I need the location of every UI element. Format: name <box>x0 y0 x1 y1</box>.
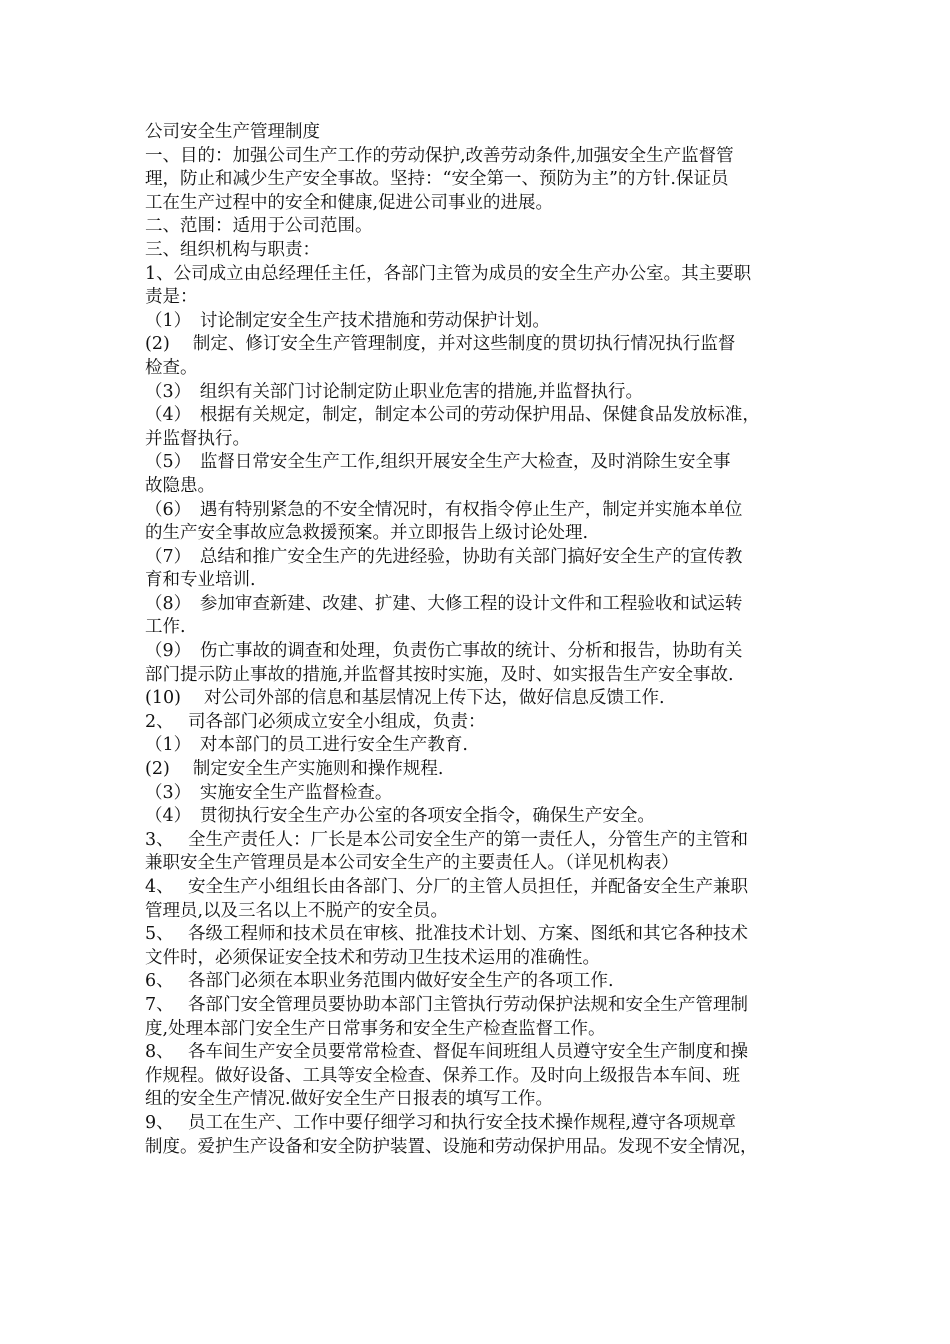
text-line: 6、 各部门必须在本职业务范围内做好安全生产的各项工作. <box>145 971 614 992</box>
text-line: （8） 参加审查新建、改建、扩建、大修工程的设计文件和工程验收和试运转 <box>145 593 743 614</box>
text-line: (2) 制定安全生产实施则和操作规程. <box>145 759 444 780</box>
text-line: (2) 制定、修订安全生产管理制度，并对这些制度的贯切执行情况执行监督 <box>145 334 736 355</box>
document-page <box>145 121 815 1159</box>
text-line: 5、 各级工程师和技术员在审核、批准技术计划、方案、图纸和其它各种技术 <box>145 924 748 945</box>
text-line: 育和专业培训. <box>145 570 256 591</box>
text-line: （9） 伤亡事故的调查和处理，负责伤亡事故的统计、分析和报告，协助有关 <box>145 641 743 662</box>
text-line: 二、范围：适用于公司范围。 <box>145 216 373 237</box>
text-line: （1） 对本部门的员工进行安全生产教育. <box>145 735 468 756</box>
text-line: 工作. <box>145 617 186 638</box>
text-line: (10) 对公司外部的信息和基层情况上传下达，做好信息反馈工作. <box>145 688 665 709</box>
text-line: 并监督执行。 <box>145 428 250 449</box>
text-line: 三、组织机构与职责： <box>145 239 320 260</box>
text-line: 组的安全生产情况.做好安全生产日报表的填写工作。 <box>145 1089 554 1110</box>
text-line: 一、目的：加强公司生产工作的劳动保护,改善劳动条件,加强安全生产监督管 <box>145 145 734 166</box>
text-line: 责是： <box>145 287 198 308</box>
text-line: 部门提示防止事故的措施,并监督其按时实施，及时、如实报告生产安全事故. <box>145 664 734 685</box>
text-line: （5） 监督日常安全生产工作,组织开展安全生产大检查，及时消除生安全事 <box>145 452 731 473</box>
text-line: （6） 遇有特别紧急的不安全情况时，有权指令停止生产，制定并实施本单位 <box>145 499 743 520</box>
text-line: 工在生产过程中的安全和健康,促进公司事业的进展。 <box>145 192 554 213</box>
text-line: 故隐患。 <box>145 475 215 496</box>
text-line: 文件时，必须保证安全技术和劳动卫生技术运用的准确性。 <box>145 947 600 968</box>
text-line: 兼职安全生产管理员是本公司安全生产的主要责任人。（详见机构表） <box>145 853 679 874</box>
text-line: 1、公司成立由总经理任主任，各部门主管为成员的安全生产办公室。其主要职 <box>145 263 752 284</box>
document-title: 公司安全生产管理制度 <box>145 122 320 142</box>
text-line: 3、 全生产责任人：厂长是本公司安全生产的第一责任人，分管生产的主管和 <box>145 829 748 850</box>
text-line: （3） 组织有关部门讨论制定防止职业危害的措施,并监督执行。 <box>145 381 643 402</box>
text-line: 7、 各部门安全管理员要协助本部门主管执行劳动保护法规和安全生产管理制 <box>145 994 748 1015</box>
text-line: 检查。 <box>145 357 198 378</box>
text-line: 度,处理本部门安全生产日常事务和安全生产检查监督工作。 <box>145 1018 606 1039</box>
text-line: 理，防止和减少生产安全事故。坚持：“安全第一、预防为主”的方针.保证员 <box>145 169 729 190</box>
text-line: （3） 实施安全生产监督检查。 <box>145 782 393 803</box>
text-line: 管理员,以及三名以上不脱产的安全员。 <box>145 900 449 921</box>
text-line: （4） 贯彻执行安全生产办公室的各项安全指令，确保生产安全。 <box>145 806 655 827</box>
text-line: （1） 讨论制定安全生产技术措施和劳动保护计划。 <box>145 310 550 331</box>
text-line: （7） 总结和推广安全生产的先进经验，协助有关部门搞好安全生产的宣传教 <box>145 546 743 567</box>
text-line: 4、 安全生产小组组长由各部门、分厂的主管人员担任，并配备安全生产兼职 <box>145 877 748 897</box>
text-line: 作规程。做好设备、工具等安全检查、保养工作。及时向上级报告本车间、班 <box>145 1065 740 1086</box>
text-line: 制度。爱护生产设备和安全防护装置、设施和劳动保护用品。发现不安全情况， <box>145 1136 758 1157</box>
text-line: （4） 根据有关规定，制定，制定本公司的劳动保护用品、保健食品发放标准， <box>145 405 760 426</box>
text-line: 8、 各车间生产安全员要常常检查、督促车间班组人员遵守安全生产制度和操 <box>145 1042 748 1063</box>
text-line: 9、 员工在生产、工作中要仔细学习和执行安全技术操作规程,遵守各项规章 <box>145 1112 737 1133</box>
text-line: 2、 司各部门必须成立安全小组成，负责： <box>145 711 486 732</box>
text-line: 的生产安全事故应急救援预案。并立即报告上级讨论处理. <box>145 523 589 544</box>
